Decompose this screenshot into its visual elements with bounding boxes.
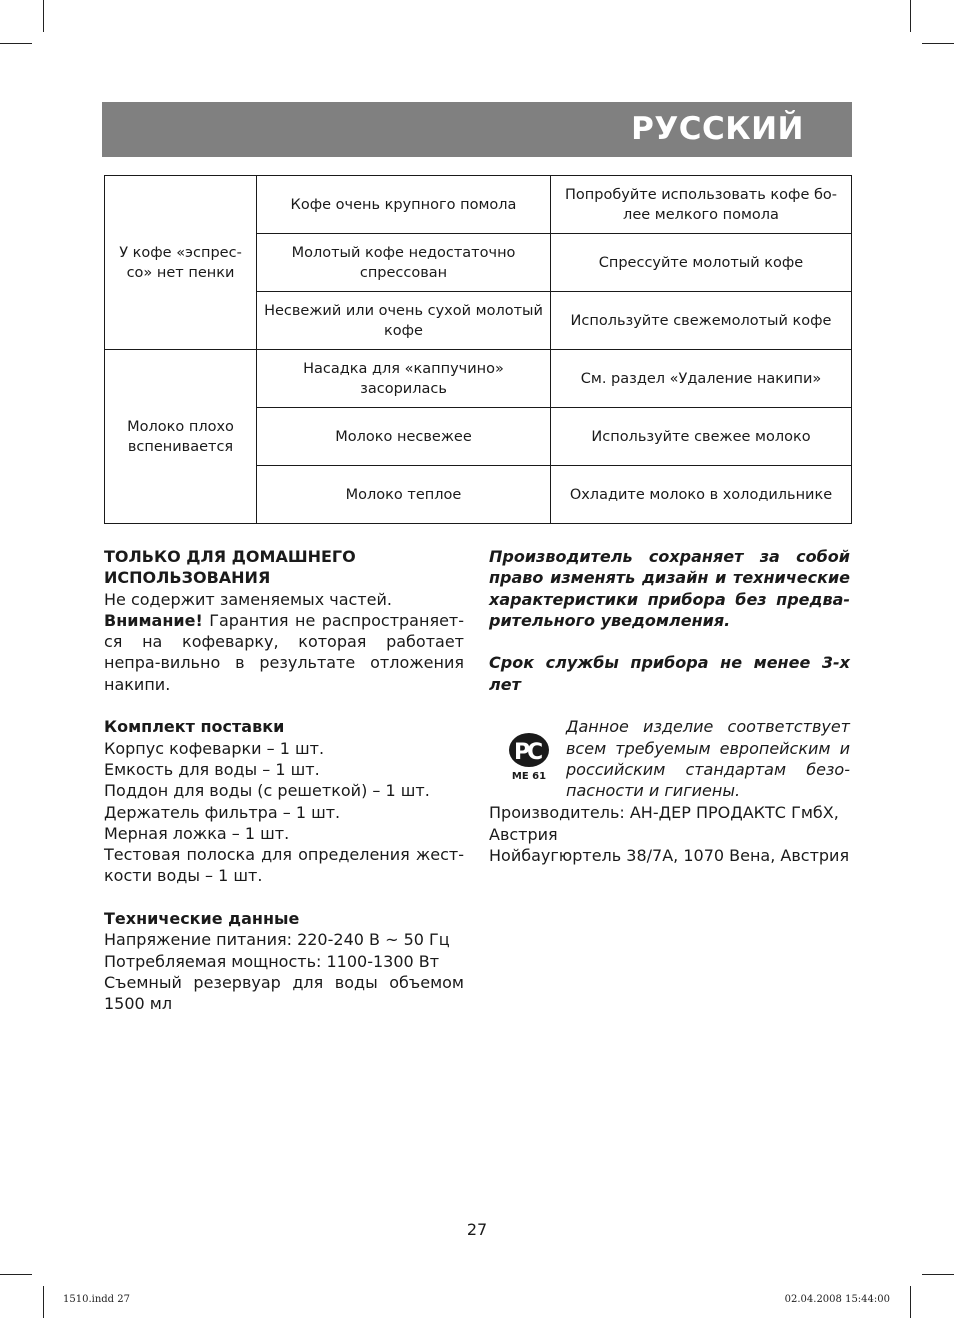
manufacturer-text: Производитель: АН-ДЕР ПРОДАКТС ГмбХ, Австрия bbox=[489, 803, 839, 844]
rst-certification-icon bbox=[505, 732, 553, 784]
list-item: Поддон для воды (с решеткой) – 1 шт. bbox=[104, 781, 430, 801]
table-row bbox=[105, 176, 852, 234]
crop-mark bbox=[910, 0, 911, 32]
list-item: Емкость для воды – 1 шт. bbox=[104, 759, 320, 779]
cause-cell: Молоко теплое bbox=[257, 466, 551, 524]
warning-label: Внимание! bbox=[104, 610, 203, 630]
spec-item: Напряжение питания: 220-240 В ~ 50 Гц bbox=[104, 930, 450, 950]
solution-cell: Спрессуйте молотый кофе bbox=[551, 234, 852, 292]
cause-cell: Кофе очень крупного помола bbox=[257, 176, 551, 234]
address-text: Нойбаугюртель 38/7А, 1070 Вена, Австрия bbox=[489, 845, 850, 865]
spec-item: Потребляемая мощность: 1100-1300 Вт bbox=[104, 951, 440, 971]
left-column bbox=[104, 546, 464, 1015]
crop-mark bbox=[0, 43, 32, 44]
solution-cell: Охладите молоко в холодильнике bbox=[551, 466, 852, 524]
certification-block bbox=[489, 716, 850, 802]
warning-text: Гарантия не распространяет-ся на кофеварку, которая работает непра-вильно в результате отложения накипи. bbox=[104, 610, 464, 694]
cause-cell: Молоко несвежее bbox=[257, 408, 551, 466]
home-use-title: ТОЛЬКО ДЛЯ ДОМАШНЕГО ИСПОЛЬЗОВАНИЯ bbox=[104, 547, 356, 588]
package-title: Комплект поставки bbox=[104, 717, 285, 737]
crop-mark bbox=[43, 1286, 44, 1318]
list-item: Мерная ложка – 1 шт. bbox=[104, 823, 290, 843]
svg-text:C: C bbox=[527, 740, 544, 766]
solution-cell: Используйте свежее молоко bbox=[551, 408, 852, 466]
table-row bbox=[105, 350, 852, 408]
cert-mark: МЕ 61 bbox=[511, 771, 547, 783]
file-slug: 1510.indd 27 bbox=[63, 1294, 130, 1305]
no-parts-text: Не содержит заменяемых частей. bbox=[104, 589, 392, 609]
cause-cell: Несвежий или очень сухой молотый кофе bbox=[257, 292, 551, 350]
cause-cell: Молотый кофе недостаточно спрессован bbox=[257, 234, 551, 292]
list-item: Корпус кофеварки – 1 шт. bbox=[104, 738, 325, 758]
warning-paragraph bbox=[104, 610, 464, 695]
problem-cell: У кофе «эспрес-со» нет пенки bbox=[105, 176, 257, 350]
solution-cell: Используйте свежемолотый кофе bbox=[551, 292, 852, 350]
spec-item: Съемный резервуар для воды объемом 1500 мл bbox=[104, 972, 464, 1014]
troubleshooting-table bbox=[104, 175, 852, 524]
cert-text: Данное изделие соответствует всем требуемым европейским и российским стандартам безо-пасности и гигиены. bbox=[566, 717, 850, 801]
crop-mark bbox=[0, 1274, 32, 1275]
crop-mark bbox=[922, 43, 954, 44]
language-header-bar bbox=[102, 102, 852, 157]
language-title: РУССКИЙ bbox=[631, 111, 804, 147]
solution-cell: Попробуйте использовать кофе бо-лее мелкого помола bbox=[551, 176, 852, 234]
service-life: Срок службы прибора не менее 3-х лет bbox=[489, 653, 850, 694]
date-slug: 02.04.2008 15:44:00 bbox=[784, 1294, 890, 1305]
specs-title: Технические данные bbox=[104, 909, 300, 929]
crop-mark bbox=[43, 0, 44, 32]
crop-mark bbox=[922, 1274, 954, 1275]
crop-mark bbox=[910, 1286, 911, 1318]
cause-cell: Насадка для «каппучино» засорилась bbox=[257, 350, 551, 408]
list-item: Тестовая полоска для определения жест-кости воды – 1 шт. bbox=[104, 845, 464, 886]
problem-cell: Молоко плохо вспенивается bbox=[105, 350, 257, 524]
rights-notice: Производитель сохраняет за собой право изменять дизайн и технические характеристики прибора без предва-рительного уведомления. bbox=[489, 547, 850, 630]
solution-cell: См. раздел «Удаление накипи» bbox=[551, 350, 852, 408]
list-item: Держатель фильтра – 1 шт. bbox=[104, 802, 341, 822]
right-column bbox=[489, 546, 850, 866]
page-number: 27 bbox=[466, 1220, 488, 1239]
svg-text:P: P bbox=[514, 740, 531, 766]
